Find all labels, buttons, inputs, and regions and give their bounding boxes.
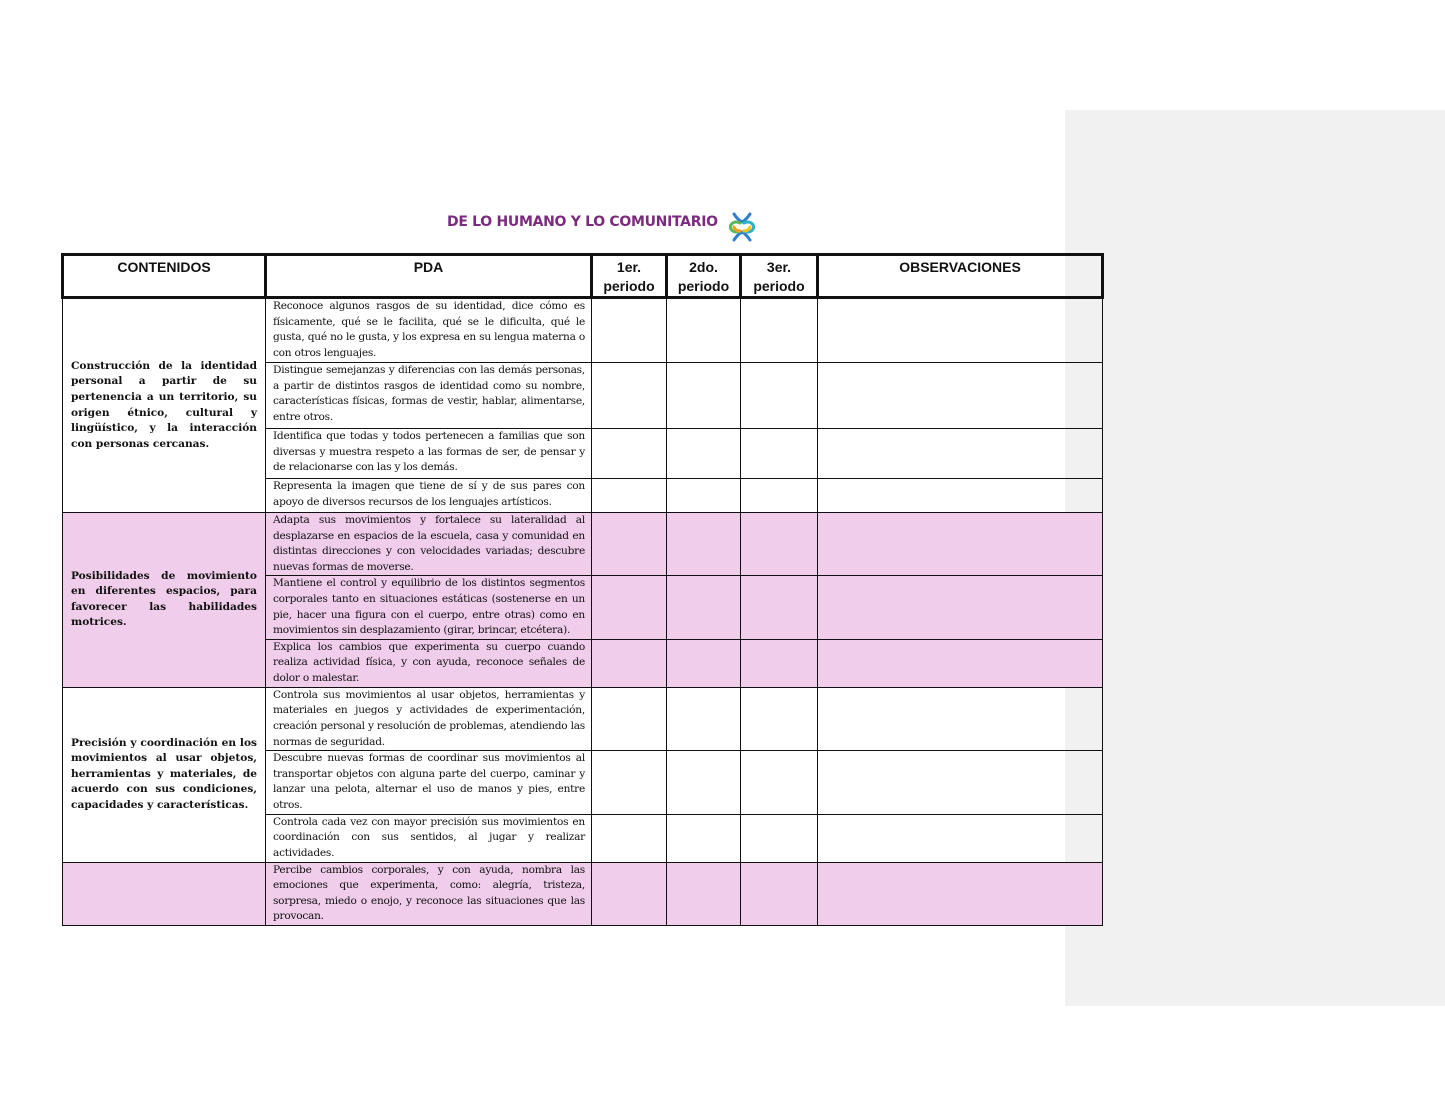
period-3-cell[interactable] bbox=[741, 576, 818, 639]
observaciones-cell[interactable] bbox=[818, 751, 1103, 814]
period-2-cell[interactable] bbox=[667, 814, 741, 862]
header-period-3: 3er. periodo bbox=[741, 255, 818, 298]
period-2-cell[interactable] bbox=[667, 751, 741, 814]
period-2-cell[interactable] bbox=[667, 513, 741, 576]
period-3-cell[interactable] bbox=[741, 862, 818, 925]
period-3-cell[interactable] bbox=[741, 429, 818, 479]
period-1-cell[interactable] bbox=[592, 751, 667, 814]
side-panel bbox=[1065, 110, 1445, 1006]
period-3-cell[interactable] bbox=[741, 687, 818, 750]
observaciones-cell[interactable] bbox=[818, 639, 1103, 687]
period-3-cell[interactable] bbox=[741, 479, 818, 513]
period-1-cell[interactable] bbox=[592, 429, 667, 479]
header-period-1: 1er. periodo bbox=[592, 255, 667, 298]
contenido-cell: Precisión y coordinación en los movimientos al usar objetos, herramientas y materiales, de acuerdo con sus condiciones, capacidades y características. bbox=[63, 687, 266, 862]
observaciones-cell[interactable] bbox=[818, 513, 1103, 576]
period-1-cell[interactable] bbox=[592, 862, 667, 925]
period-2-cell[interactable] bbox=[667, 363, 741, 429]
period-2-cell[interactable] bbox=[667, 576, 741, 639]
period-1-cell[interactable] bbox=[592, 814, 667, 862]
table-row bbox=[63, 298, 1103, 363]
pda-cell: Descubre nuevas formas de coordinar sus movimientos al transportar objetos con alguna parte del cuerpo, caminar y lanzar una pelota, alternar el uso de manos y pies, entre otros. bbox=[266, 751, 592, 814]
observaciones-cell[interactable] bbox=[818, 298, 1103, 363]
pda-cell: Percibe cambios corporales, y con ayuda, nombra las emociones que experimenta, como: alegría, tristeza, sorpresa, miedo o enojo, y reconoce las situaciones que las provocan. bbox=[266, 862, 592, 925]
campo-formativo-logo-icon bbox=[728, 212, 756, 242]
observaciones-cell[interactable] bbox=[818, 363, 1103, 429]
period-1-cell[interactable] bbox=[592, 298, 667, 363]
contenido-cell: Posibilidades de movimiento en diferentes espacios, para favorecer las habilidades motrices. bbox=[63, 513, 266, 688]
pda-cell: Mantiene el control y equilibrio de los distintos segmentos corporales tanto en situaciones estáticas (sostenerse en un pie, hacer una figura con el cuerpo, entre otras) como en movimientos sin desplazamiento (girar, brincar, etcétera). bbox=[266, 576, 592, 639]
header-observaciones: OBSERVACIONES bbox=[818, 255, 1103, 298]
pda-cell: Controla cada vez con mayor precisión sus movimientos en coordinación con sus sentidos, al jugar y realizar actividades. bbox=[266, 814, 592, 862]
observaciones-cell[interactable] bbox=[818, 687, 1103, 750]
section-title: DE LO HUMANO Y LO COMUNITARIO bbox=[447, 214, 718, 230]
observaciones-cell[interactable] bbox=[818, 814, 1103, 862]
pda-cell: Identifica que todas y todos pertenecen a familias que son diversas y muestra respeto a las formas de ser, de pensar y de relacionarse con las y los demás. bbox=[266, 429, 592, 479]
period-2-cell[interactable] bbox=[667, 639, 741, 687]
period-1-cell[interactable] bbox=[592, 687, 667, 750]
period-2-cell[interactable] bbox=[667, 862, 741, 925]
table-row bbox=[63, 687, 1103, 750]
pda-cell: Representa la imagen que tiene de sí y de sus pares con apoyo de diversos recursos de los lenguajes artísticos. bbox=[266, 479, 592, 513]
period-3-cell[interactable] bbox=[741, 814, 818, 862]
observaciones-cell[interactable] bbox=[818, 479, 1103, 513]
period-1-cell[interactable] bbox=[592, 479, 667, 513]
period-1-cell[interactable] bbox=[592, 639, 667, 687]
contenido-cell: Construcción de la identidad personal a partir de su pertenencia a un territorio, su origen étnico, cultural y lingüístico, y la interacción con personas cercanas. bbox=[63, 298, 266, 513]
period-2-cell[interactable] bbox=[667, 298, 741, 363]
pda-cell: Reconoce algunos rasgos de su identidad, dice cómo es físicamente, qué se le facilita, qué se le dificulta, qué le gusta, qué no le gusta, y los expresa en su lengua materna o con otros lenguajes. bbox=[266, 298, 592, 363]
evaluation-table bbox=[61, 253, 1104, 926]
pda-cell: Controla sus movimientos al usar objetos, herramientas y materiales en juegos y actividades de experimentación, creación personal y resolución de problemas, atendiendo las normas de seguridad. bbox=[266, 687, 592, 750]
table-row bbox=[63, 862, 1103, 925]
period-2-cell[interactable] bbox=[667, 429, 741, 479]
table-row bbox=[63, 513, 1103, 576]
period-1-cell[interactable] bbox=[592, 576, 667, 639]
observaciones-cell[interactable] bbox=[818, 429, 1103, 479]
observaciones-cell[interactable] bbox=[818, 862, 1103, 925]
period-3-cell[interactable] bbox=[741, 298, 818, 363]
observaciones-cell[interactable] bbox=[818, 576, 1103, 639]
period-3-cell[interactable] bbox=[741, 751, 818, 814]
period-3-cell[interactable] bbox=[741, 513, 818, 576]
period-2-cell[interactable] bbox=[667, 687, 741, 750]
header-pda: PDA bbox=[266, 255, 592, 298]
header-row bbox=[63, 255, 1103, 298]
section-title-row bbox=[0, 212, 1160, 236]
contenido-cell bbox=[63, 862, 266, 925]
header-period-2: 2do. periodo bbox=[667, 255, 741, 298]
period-3-cell[interactable] bbox=[741, 363, 818, 429]
header-contenidos: CONTENIDOS bbox=[63, 255, 266, 298]
pda-cell: Adapta sus movimientos y fortalece su lateralidad al desplazarse en espacios de la escuela, casa y comunidad en distintas direcciones y con velocidades variadas; descubre nuevas formas de moverse. bbox=[266, 513, 592, 576]
pda-cell: Explica los cambios que experimenta su cuerpo cuando realiza actividad física, y con ayuda, reconoce señales de dolor o malestar. bbox=[266, 639, 592, 687]
period-1-cell[interactable] bbox=[592, 363, 667, 429]
pda-cell: Distingue semejanzas y diferencias con las demás personas, a partir de distintos rasgos de identidad como su nombre, características físicas, formas de vestir, hablar, alimentarse, entre otros. bbox=[266, 363, 592, 429]
period-1-cell[interactable] bbox=[592, 513, 667, 576]
period-2-cell[interactable] bbox=[667, 479, 741, 513]
period-3-cell[interactable] bbox=[741, 639, 818, 687]
